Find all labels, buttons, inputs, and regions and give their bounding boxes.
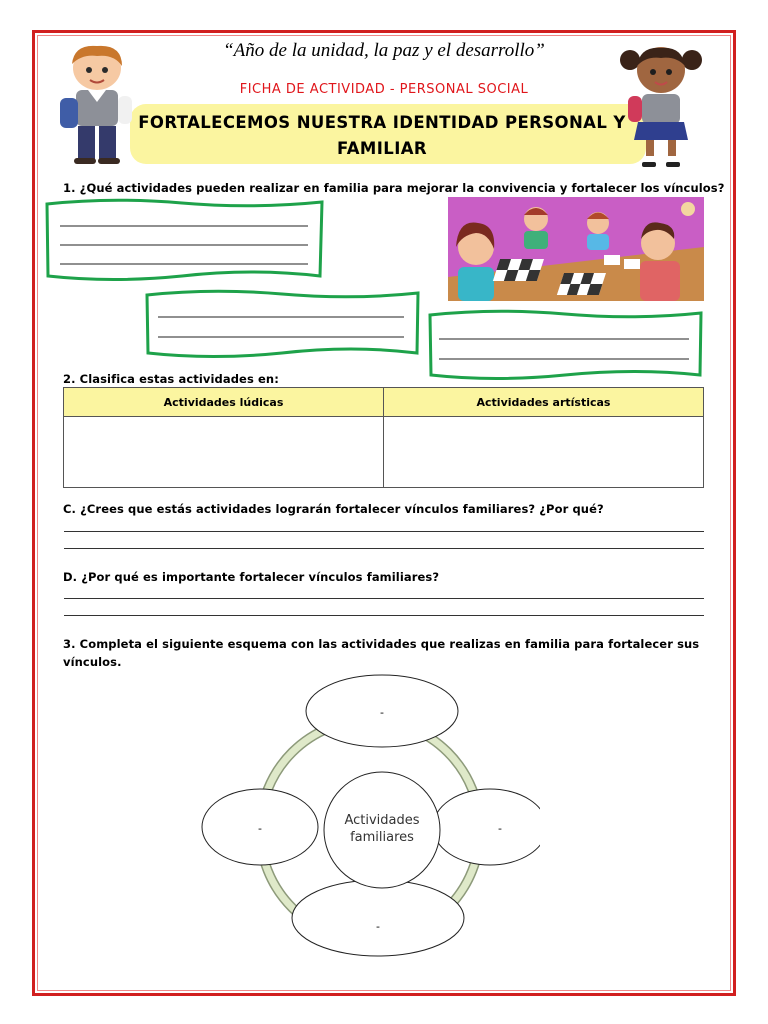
answer-line[interactable]	[64, 531, 704, 532]
motto: “Año de la unidad, la paz y el desarrollo”	[223, 40, 545, 61]
question-3-line-1: 3. Completa el siguiente esquema con las actividades que realizas en familia para fortalecer sus	[63, 637, 700, 651]
boy-illustration	[52, 44, 142, 166]
question-1: 1. ¿Qué actividades pueden realizar en familia para mejorar la convivencia y fortalecer los vínculos?	[63, 181, 725, 195]
question-3-line-2: vínculos.	[63, 655, 122, 669]
center-label-line-2: familiares	[350, 830, 414, 845]
girl-illustration	[616, 44, 706, 168]
node-bottom-label: -	[376, 920, 380, 933]
family-playing-board-games-image	[448, 197, 704, 301]
diagram-node-right[interactable]	[433, 789, 540, 865]
answer-line[interactable]	[64, 615, 704, 616]
worksheet-title	[130, 110, 634, 162]
family-activities-diagram	[200, 670, 540, 970]
question-c: C. ¿Crees que estás actividades lograrán fortalecer vínculos familiares? ¿Por qué?	[63, 502, 604, 516]
answer-box-3[interactable]	[425, 309, 707, 383]
title-line-1: FORTALECEMOS NUESTRA IDENTIDAD PERSONAL Y	[138, 113, 626, 132]
center-label-line-1: Actividades	[344, 813, 420, 828]
answer-box-2[interactable]	[142, 289, 424, 359]
worksheet-subtitle: FICHA DE ACTIVIDAD - PERSONAL SOCIAL	[239, 82, 529, 97]
diagram-node-bottom[interactable]	[292, 880, 464, 956]
answer-box-1[interactable]	[42, 198, 328, 282]
diagram-node-top[interactable]	[306, 675, 458, 747]
classification-table	[63, 387, 704, 488]
question-2: 2. Clasifica estas actividades en:	[63, 372, 279, 386]
cell-ludicas[interactable]	[64, 417, 384, 488]
node-top-label: -	[380, 706, 384, 719]
answer-line[interactable]	[64, 548, 704, 549]
node-left-label: -	[258, 822, 262, 835]
question-3	[63, 637, 699, 669]
diagram-node-left[interactable]	[202, 789, 318, 865]
title-line-2: FAMILIAR	[336, 139, 428, 158]
node-right-label: -	[498, 822, 502, 835]
column-header-ludicas: Actividades lúdicas	[64, 388, 384, 417]
column-header-artisticas: Actividades artísticas	[384, 388, 704, 417]
diagram-center-node	[324, 772, 440, 888]
cell-artisticas[interactable]	[384, 417, 704, 488]
answer-line[interactable]	[64, 598, 704, 599]
question-d: D. ¿Por qué es importante fortalecer vínculos familiares?	[63, 570, 440, 584]
